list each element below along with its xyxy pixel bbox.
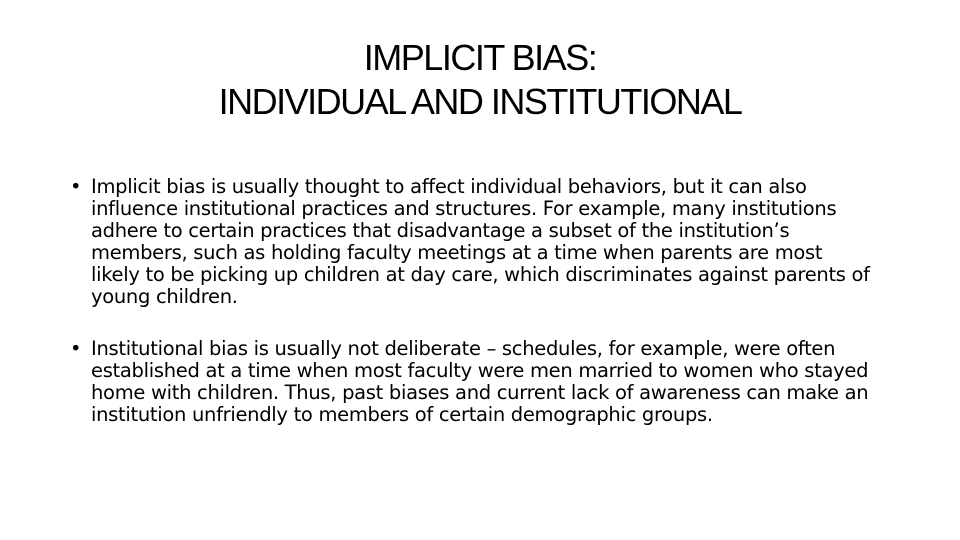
bullet-dot-icon: • — [70, 337, 82, 360]
bullet-text-1: Implicit bias is usually thought to affect individual behaviors, but it can also influence institutional practices and structures. For example, many institutions adhere to certain practices that disadvantage a subset of the institution’s members, such as holding faculty meetings at a time when parents are most likely to be picking up children at day care, which discriminates against parents of young children. — [91, 175, 870, 308]
bullet-item-1 — [70, 176, 870, 308]
title-line-2: INDIVIDUAL AND INSTITUTIONAL — [218, 81, 742, 122]
bullet-list — [70, 176, 870, 456]
bullet-text-2: Institutional bias is usually not deliberate – schedules, for example, were often established at a time when most faculty were men married to women who stayed home with children. Thus, past biases and current lack of awareness can make an institution unfriendly to members of certain demographic groups. — [91, 337, 869, 426]
bullet-dot-icon: • — [70, 175, 82, 198]
slide-title — [100, 36, 860, 124]
title-line-1: IMPLICIT BIAS: — [363, 37, 597, 78]
bullet-item-2 — [70, 338, 870, 426]
